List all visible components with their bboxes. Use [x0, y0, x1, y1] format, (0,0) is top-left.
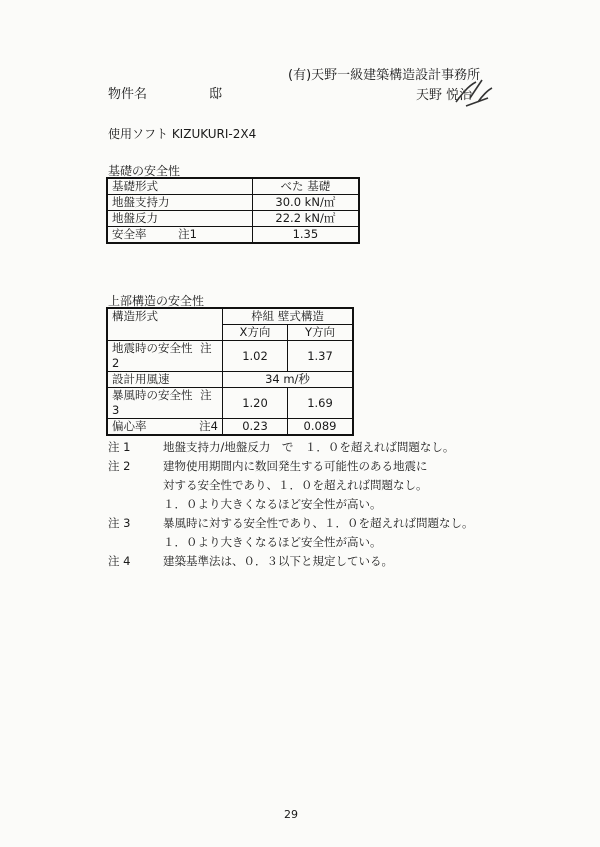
seismic-y-value: 1.37	[288, 341, 354, 372]
note-mark: 注 2	[108, 459, 131, 473]
design-wind-value: 34 m/秒	[223, 372, 354, 388]
bearing-capacity-label: 地盤支持力	[107, 195, 252, 211]
table-row	[107, 211, 359, 227]
structure-type-label: 構造形式	[107, 308, 223, 341]
safety-factor-text: 安全率	[112, 227, 147, 241]
ground-reaction-label: 地盤反力	[107, 211, 252, 227]
foundation-type-label: 基礎形式	[107, 178, 252, 195]
property-label: 物件名	[108, 87, 148, 102]
property-value: 邸	[209, 87, 223, 102]
person-name: 天野 悦治	[416, 88, 473, 103]
table-row	[107, 178, 359, 195]
note-mark: 注 3	[108, 516, 131, 530]
company-name: (有)天野一級建築構造設計事務所	[288, 68, 481, 83]
safety-factor-label	[107, 227, 252, 244]
design-wind-label: 設計用風速	[107, 372, 223, 388]
seismic-safety-text: 地震時の安全性	[112, 341, 193, 355]
storm-safety-text: 暴風時の安全性	[112, 388, 193, 402]
foundation-title: 基礎の安全性	[108, 164, 181, 178]
eccentricity-text: 偏心率	[112, 419, 147, 433]
note-2	[108, 457, 474, 476]
bearing-capacity-value: 30.0 kN/㎡	[252, 195, 359, 211]
table-row	[107, 195, 359, 211]
table-row	[107, 419, 353, 436]
seal-stamp	[448, 72, 496, 112]
eccentricity-y-value: 0.089	[288, 419, 354, 436]
note-ref: 注3	[112, 388, 212, 417]
notes-section	[108, 438, 474, 571]
note-ref: 注1	[178, 227, 197, 241]
note-1	[108, 438, 474, 457]
seismic-safety-label	[107, 341, 223, 372]
storm-x-value: 1.20	[223, 388, 288, 419]
note-mark: 注 1	[108, 440, 131, 454]
storm-y-value: 1.69	[288, 388, 354, 419]
structure-type-value: 枠組 壁式構造	[223, 308, 354, 325]
table-row	[107, 372, 353, 388]
seismic-x-value: 1.02	[223, 341, 288, 372]
software-name: 使用ソフト KIZUKURI-2X4	[108, 127, 257, 141]
note-3	[108, 514, 474, 533]
col-header-y: Y方向	[288, 325, 354, 341]
note-text: 対する安全性であり、１．０を超えれば問題なし。	[163, 478, 428, 492]
note-ref: 注4	[199, 419, 218, 433]
note-text: １．０より大きくなるほど安全性が高い。	[163, 535, 382, 549]
superstructure-title: 上部構造の安全性	[108, 294, 205, 308]
note-text: 地盤支持力/地盤反力 で １．０を超えれば問題なし。	[163, 440, 455, 454]
note-text: 建物使用期間内に数回発生する可能性のある地震に	[163, 459, 428, 473]
table-row	[107, 388, 353, 419]
note-text: 建築基準法は、０．３以下と規定している。	[163, 554, 393, 568]
table-row	[107, 341, 353, 372]
eccentricity-x-value: 0.23	[223, 419, 288, 436]
table-row	[107, 227, 359, 244]
storm-safety-label	[107, 388, 223, 419]
note-4	[108, 552, 474, 571]
superstructure-table	[106, 307, 354, 436]
col-header-x: X方向	[223, 325, 288, 341]
note-text: 暴風時に対する安全性であり、１．０を超えれば問題なし。	[163, 516, 474, 530]
note-text: １．０より大きくなるほど安全性が高い。	[163, 497, 382, 511]
eccentricity-label	[107, 419, 223, 436]
foundation-type-value: べた 基礎	[252, 178, 359, 195]
page-number: 29	[284, 808, 298, 821]
ground-reaction-value: 22.2 kN/㎡	[252, 211, 359, 227]
table-row	[107, 308, 353, 325]
note-ref: 注2	[112, 341, 212, 370]
foundation-table	[106, 177, 360, 244]
note-mark: 注 4	[108, 554, 131, 568]
safety-factor-value: 1.35	[252, 227, 359, 244]
